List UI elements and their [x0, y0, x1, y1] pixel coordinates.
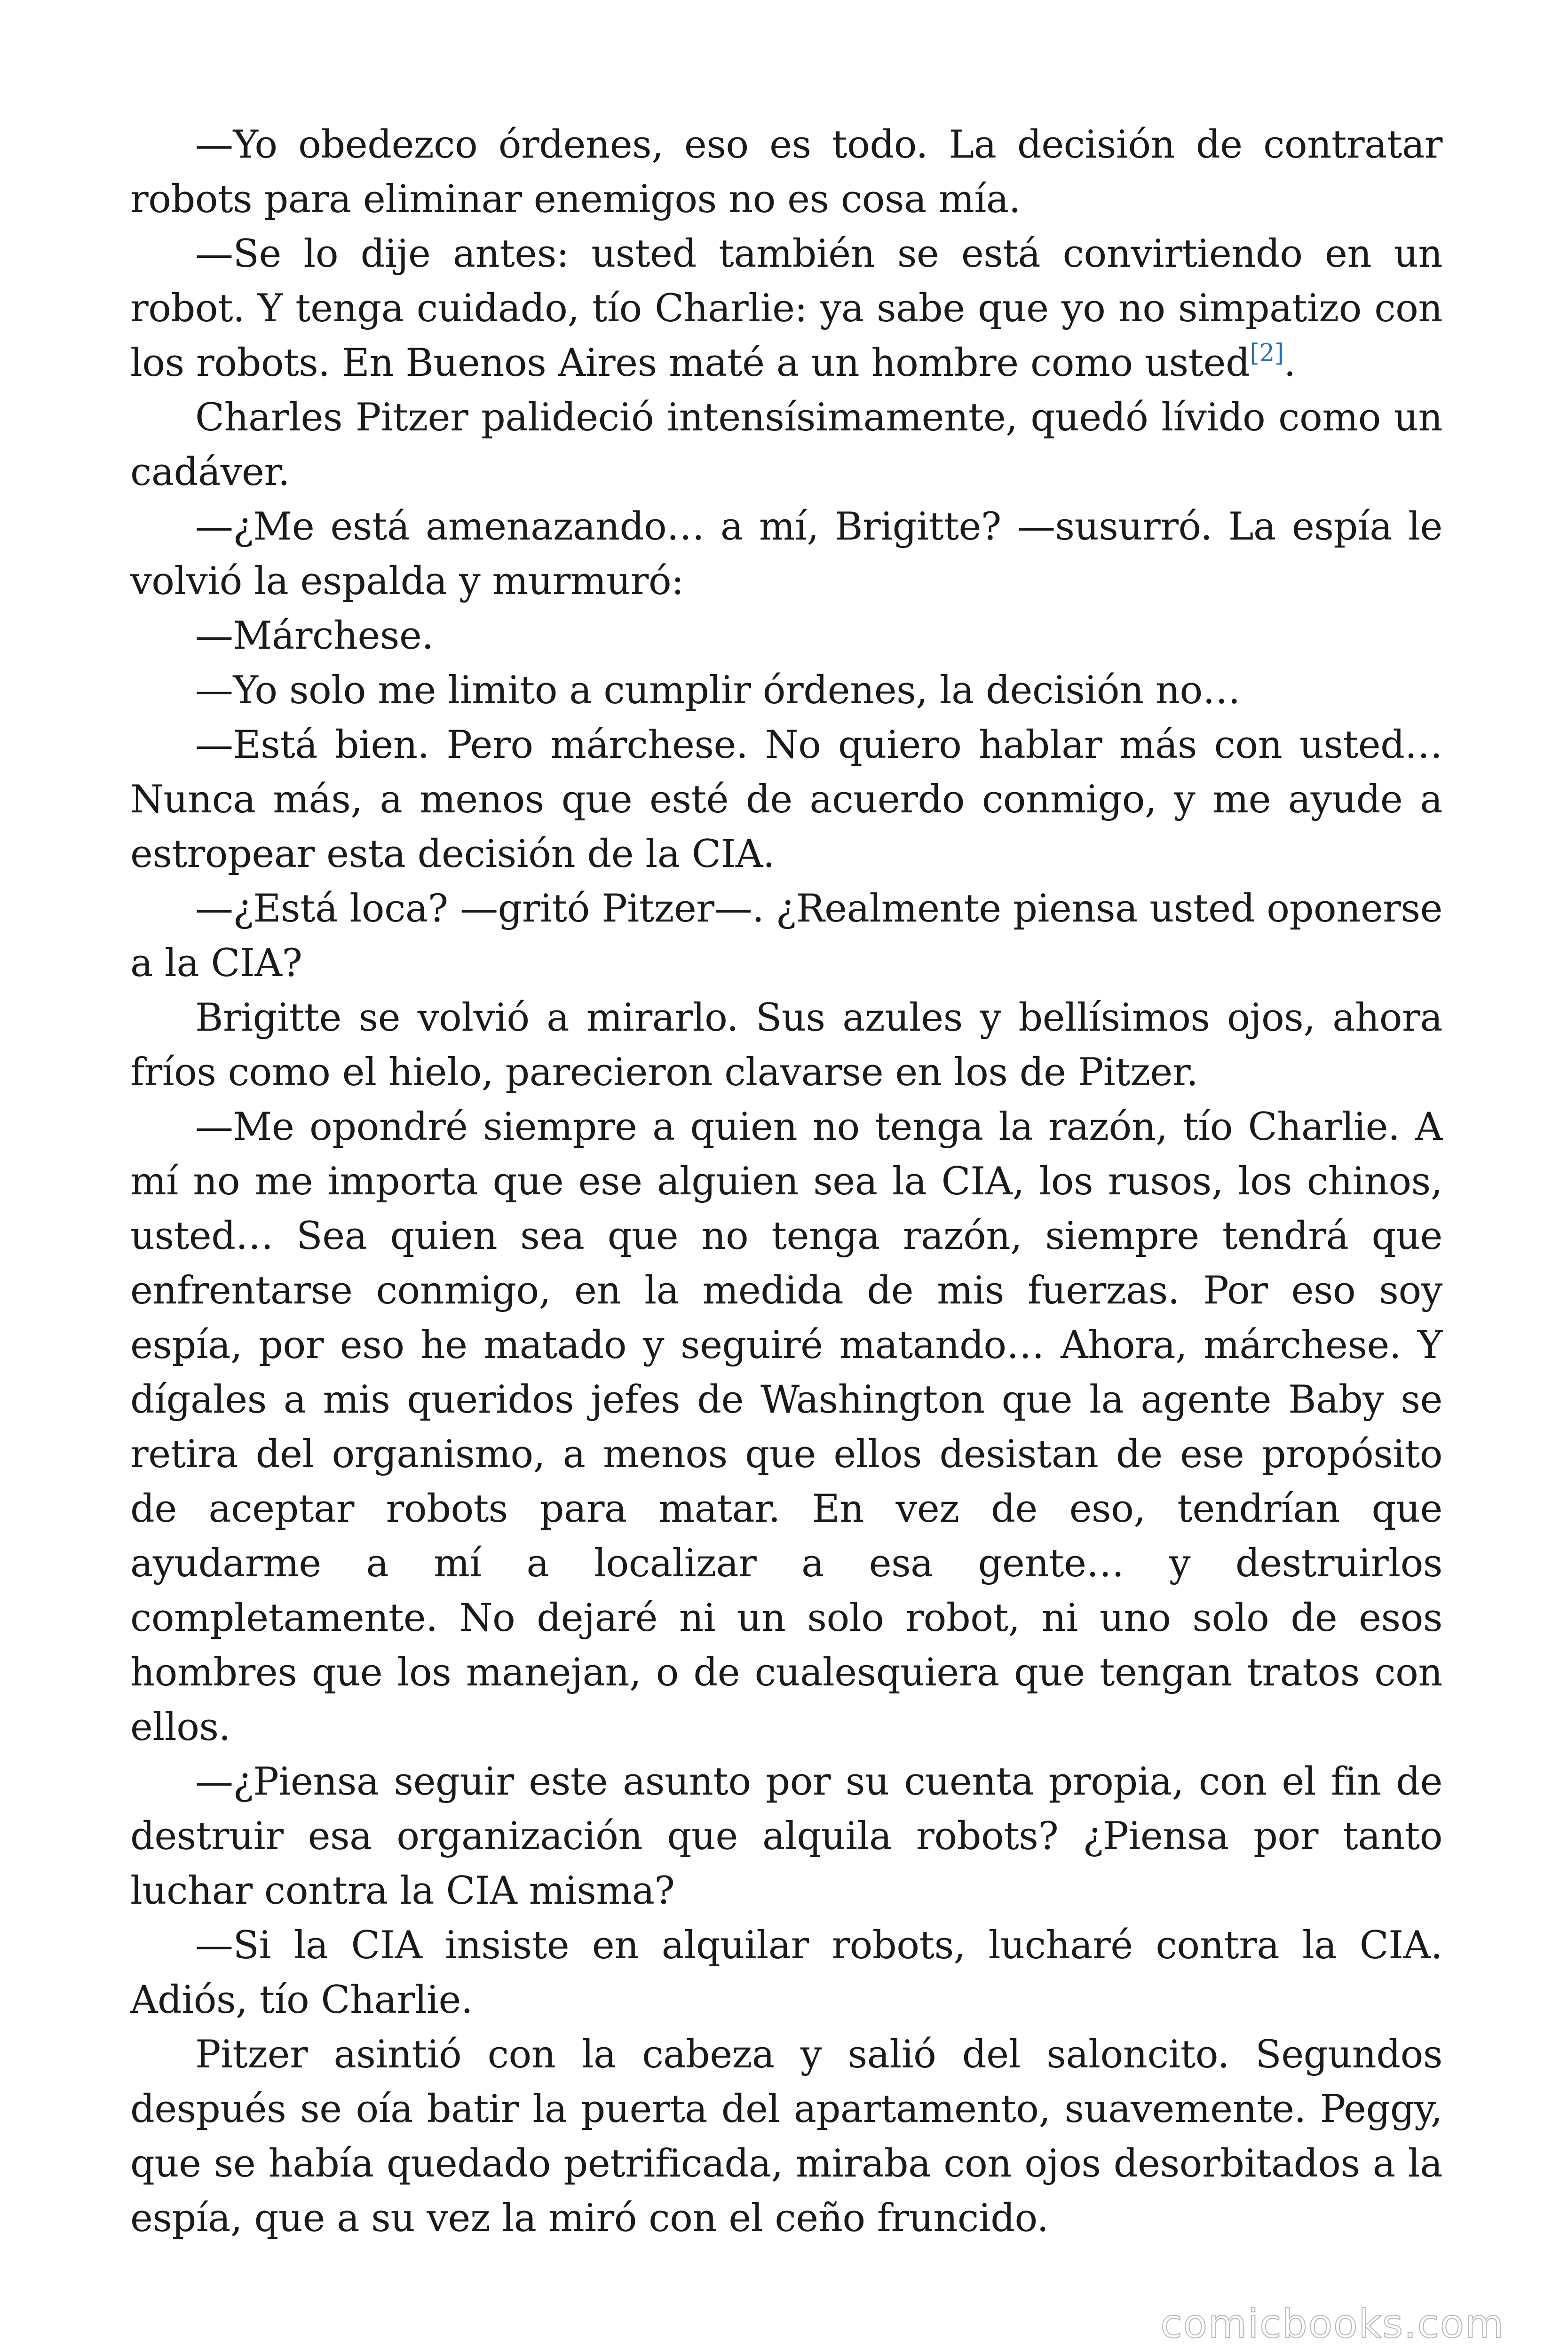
- paragraph-1: —Yo obedezco órdenes, eso es todo. La decisión de contratar robots para eliminar enemigos no es cosa mía.: [130, 123, 1442, 222]
- paragraph-2-text: —Se lo dije antes: usted también se está convirtiendo en un robot. Y tenga cuidado, tío Charlie: ya sabe que yo no simpatizo con los robots. En Buenos Aires maté a un hombre como usted: [130, 232, 1442, 385]
- page-text: [130, 118, 1442, 2246]
- paragraph-6: —Yo solo me limito a cumplir órdenes, la decisión no…: [195, 668, 1241, 713]
- paragraph-8: —¿Está loca? —gritó Pitzer—. ¿Realmente piensa usted oponerse a la CIA?: [130, 887, 1442, 985]
- footnote-link[interactable]: [2]: [1250, 339, 1284, 367]
- paragraph-7: —Está bien. Pero márchese. No quiero hablar más con usted… Nunca más, a menos que esté de acuerdo conmigo, y me ayude a estropear esta decisión de la CIA.: [130, 723, 1442, 876]
- paragraph-12: —Si la CIA insiste en alquilar robots, lucharé contra la CIA. Adiós, tío Charlie.: [130, 1923, 1442, 2022]
- paragraph-3: Charles Pitzer palideció intensísimamente, quedó lívido como un cadáver.: [130, 396, 1442, 494]
- paragraph-5: —Márchese.: [195, 614, 434, 658]
- paragraph-10: —Me opondré siempre a quien no tenga la razón, tío Charlie. A mí no me importa que ese alguien sea la CIA, los rusos, los chinos, usted… Sea quien sea que no tenga razón, siempre tendrá que enfrentarse conmigo, en la medida de mis fuerzas. Por eso soy espía, por eso he matado y seguiré matando… Ahora, márchese. Y dígales a mis queridos jefes de Washington que la agente Baby se retira del organismo, a menos que ellos desistan de ese propósito de aceptar robots para matar. En vez de eso, tendrían que ayudarme a mí a localizar a esa gente… y destruirlos completamente. No dejaré ni un solo robot, ni uno solo de esos hombres que los manejan, o de cualesquiera que tengan tratos con ellos.: [130, 1105, 1442, 1749]
- paragraph-2: [130, 227, 1442, 390]
- paragraph-4: —¿Me está amenazando… a mí, Brigitte? —susurró. La espía le volvió la espalda y murmuró:: [130, 505, 1442, 604]
- watermark: comicbooks.com: [1160, 2301, 1505, 2347]
- paragraph-11: —¿Piensa seguir este asunto por su cuenta propia, con el fin de destruir esa organización que alquila robots? ¿Piensa por tanto luchar contra la CIA misma?: [130, 1760, 1442, 1913]
- paragraph-13: Pitzer asintió con la cabeza y salió del saloncito. Segundos después se oía batir la puerta del apartamento, suavemente. Peggy, que se había quedado petrificada, miraba con ojos desorbitados a la espía, que a su vez la miró con el ceño fruncido.: [130, 2033, 1442, 2241]
- paragraph-9: Brigitte se volvió a mirarlo. Sus azules y bellísimos ojos, ahora fríos como el hielo, parecieron clavarse en los de Pitzer.: [130, 996, 1442, 1095]
- paragraph-2-end: .: [1283, 341, 1296, 385]
